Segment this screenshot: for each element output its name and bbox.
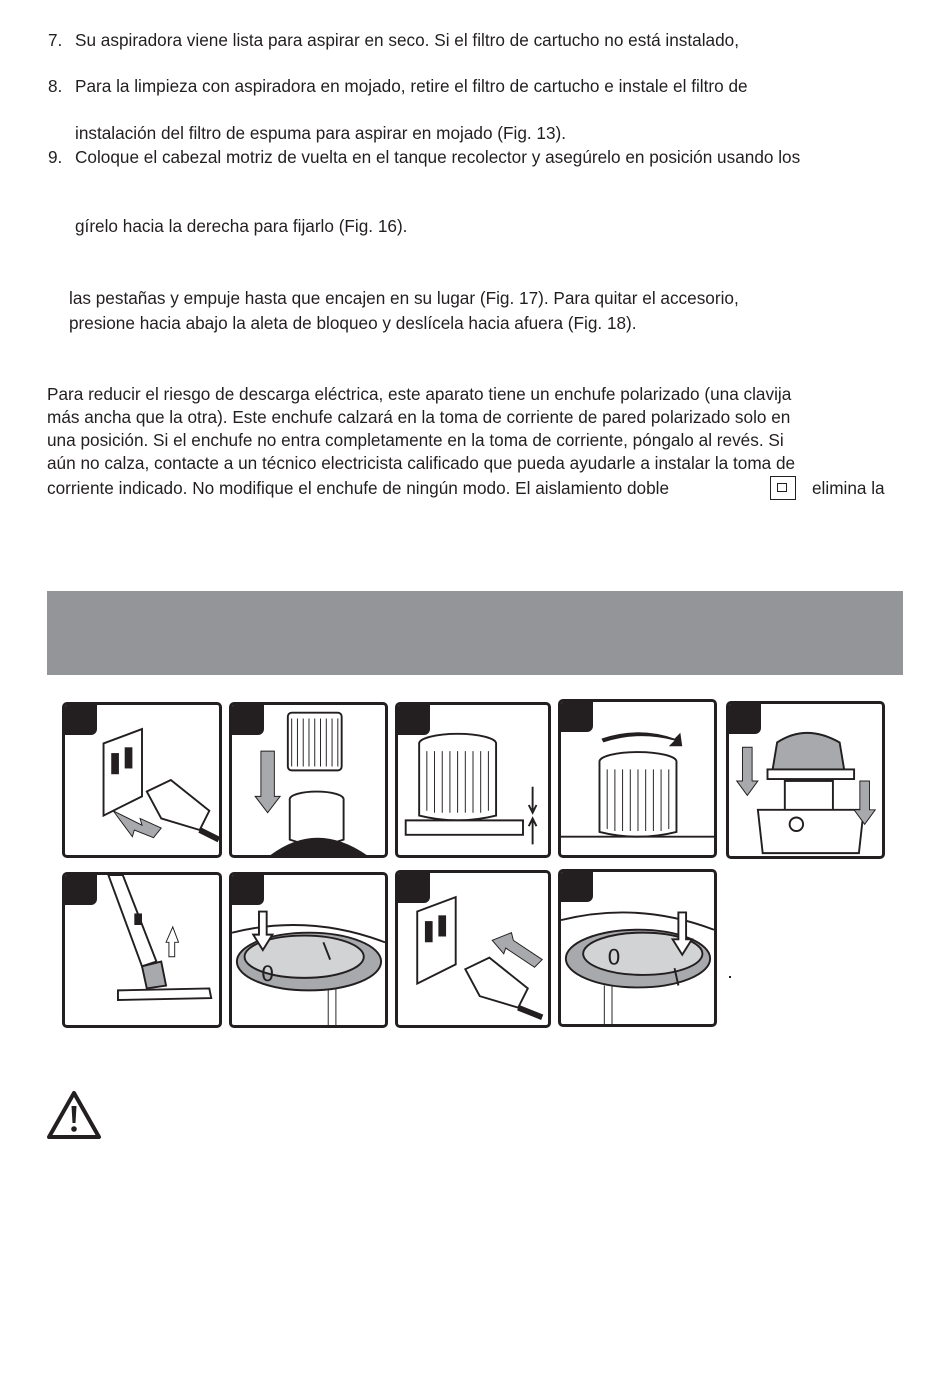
step-9-continuation: gírelo hacia la derecha para fijarlo (Fig. 16). [75, 216, 408, 236]
figure-number-tag [63, 703, 97, 735]
filter-install-figure [229, 702, 388, 858]
svg-text:0: 0 [260, 960, 275, 986]
accessory-attach-figure [62, 872, 222, 1028]
figure-number-tag [230, 873, 264, 905]
stray-mark [729, 976, 731, 978]
switch-on-figure [558, 869, 717, 1027]
paragraph-line-1: Para reducir el riesgo de descarga eléctrica, este aparato tiene un enchufe polarizado (una clavija [47, 384, 792, 404]
figure-number-tag [559, 870, 593, 902]
filter-seat-figure [395, 702, 551, 858]
paragraph-line-5-end: elimina la [812, 478, 885, 498]
step-10-line-1: las pestañas y empuje hasta que encajen en su lugar (Fig. 17). Para quitar el accesorio, [69, 288, 739, 308]
step-10-line-2: presione hacia abajo la aleta de bloqueo y deslícela hacia afuera (Fig. 18). [69, 313, 637, 333]
paragraph-line-2: más ancha que la otra). Este enchufe calzará en la toma de corriente de pared polarizado solo en [47, 407, 791, 427]
paragraph-line-4: aún no calza, contacte a un técnico electricista calificado que pueda ayudarle a instalar la toma de [47, 453, 796, 473]
figure-number-tag [63, 873, 97, 905]
step-7-number: 7. [48, 30, 63, 50]
double-insulation-icon [770, 476, 796, 500]
step-8-continuation: instalación del filtro de espuma para aspirar en mojado (Fig. 13). [75, 123, 567, 143]
powerhead-attach-figure [726, 701, 885, 859]
figure-number-tag [727, 702, 761, 734]
figure-number-tag [230, 703, 264, 735]
paragraph-line-5: corriente indicado. No modifique el enchufe de ningún modo. El aislamiento doble [47, 478, 670, 498]
switch-off-figure [229, 872, 388, 1028]
svg-text:0: 0 [607, 944, 621, 970]
step-8-number: 8. [48, 76, 63, 96]
step-7-text: Su aspiradora viene lista para aspirar en seco. Si el filtro de cartucho no está instalado, [75, 30, 740, 50]
section-banner [47, 591, 903, 675]
step-9-text: Coloque el cabezal motriz de vuelta en el tanque recolector y asegúrelo en posición usando los [75, 147, 801, 167]
figure-number-tag [396, 871, 430, 903]
plug-in-figure [395, 870, 551, 1028]
step-9-number: 9. [48, 147, 63, 167]
figure-number-tag [396, 703, 430, 735]
figure-number-tag [559, 700, 593, 732]
step-8-text: Para la limpieza con aspiradora en mojado, retire el filtro de cartucho e instale el filtro de [75, 76, 748, 96]
warning-icon [46, 1090, 102, 1140]
filter-rotate-figure [558, 699, 717, 858]
paragraph-line-3: una posición. Si el enchufe no entra completamente en la toma de corriente, póngalo al revés. Si [47, 430, 784, 450]
plug-unplug-figure [62, 702, 222, 858]
